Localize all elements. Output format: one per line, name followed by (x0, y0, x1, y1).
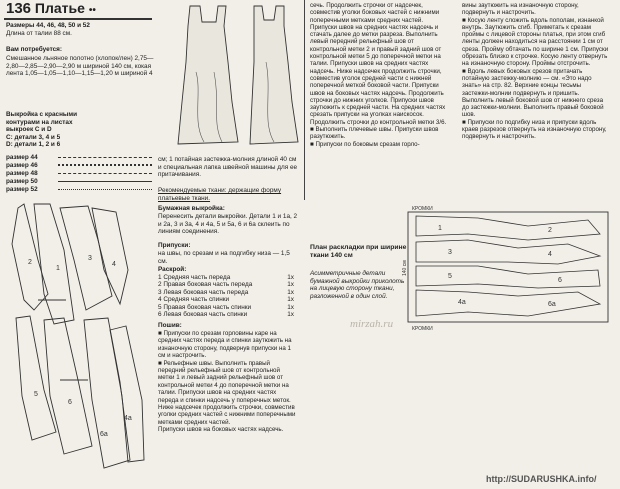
layout-plan-title: План раскладки при ширине ткани 140 см (310, 244, 407, 259)
materials-title: Вам потребуется: (6, 46, 63, 53)
size-52-label: размер 52 (6, 185, 38, 193)
pattern-note-line5: D: детали 1, 2 и 6 (6, 141, 61, 149)
dress-back (250, 6, 298, 144)
size-row-52 (6, 185, 152, 193)
watermark-center: mirzah.ru (350, 318, 394, 330)
title-dots: •• (88, 5, 96, 16)
allowances-text: на швы, по срезам и на подгибку низа — 1,5 см. (158, 250, 290, 265)
column3-text: сечь. Продолжить строчки от надсечек, совместив уголки боковых частей с нижними поперечными метками средних частей. Припуски швов на средних частях надсечь и стачать далее до метки разреза. Выполнить левый передний рельефный шов от контрольной метки 2 и правый задний шов от контрольной метки 5 до поперечной метки на талии. Припуски швов на средних частях надсечь. Ниже надсечек продолжить строчки, совместив уголок средней части с нижней поперечной меткой боковой части. Припуски швов на боковых частях надсечь. Продолжить строчки до нижних уголков. Припуски швов заутюжить к средней части. На средних частях срезать припуски на уголках наискосок. Продолжить строчки до контрольной метки 3/6. ■ Выполнить плечевые швы. Припуски швов разутюжить. ■ Припуски по боковым срезам горло- (310, 2, 447, 148)
pattern-pieces-drawing (4, 200, 154, 486)
piece-outline-3 (60, 206, 112, 310)
layout-piece-label-6: 6 (558, 277, 562, 284)
cutting-item: 3 Левая боковая часть переда 1x (158, 288, 294, 296)
size-46-label: размер 46 (6, 161, 38, 169)
size-48-label: размер 48 (6, 169, 38, 177)
watermark-bottom: http://SUDARUSHKA.info/ (486, 474, 597, 484)
cutting-item: 5 Правая боковая часть спинки 1x (158, 303, 294, 311)
size-row-50 (6, 177, 152, 185)
layout-plan-drawing (402, 204, 608, 334)
layout-piece-label-4: 4 (548, 251, 552, 258)
layout-piece-label-2: 2 (548, 227, 552, 234)
size-row-44 (6, 153, 152, 161)
sewing-text: ■ Припуски по срезам горловины каре на средних частях переда и спинки заутюжить на изнаночную сторону, подвернув припуски на 1 см и настрочить. ■ Рельефные швы. Выполнить правый передний рельефный шов от контрольной метки 1 и левый задний рельефный шов от контрольной метки 4 до поперечной метки на талии. Припуски швов на средних частях переда и спинки надсечь у поперечных меток. Ниже надсечек продолжить строчки, совместив уголки средних частей с нижними поперечными метками средних частей. Припуски швов на боковых частях надсечь. (158, 330, 296, 434)
page-title: Платье (34, 0, 85, 16)
piece-label-1: 1 (56, 265, 60, 272)
fabric-width-label: 140 см (402, 260, 408, 276)
cutting-item: 2 Правая боковая часть переда 1x (158, 281, 294, 289)
piece-label-6a: 6а (100, 431, 108, 438)
piece-label-6: 6 (68, 399, 72, 406)
piece-outline-6a (84, 318, 130, 468)
header-rule (4, 18, 152, 20)
size-legend (6, 153, 152, 193)
cutting-title: Раскрой: (158, 266, 187, 273)
pattern-note-line4: C: детали 3, 4 и 5 (6, 133, 61, 141)
paper-pattern-text: Перенесить детали выкройки. Детали 1 и 1а, 2 и 2а, 3 и 3а, 4 и 4а, 5 и 5а, 6 и 6а склеить по линиям соединения. (158, 213, 298, 236)
pattern-note-line2: контурами на листах (6, 118, 73, 126)
size-row-46 (6, 161, 152, 169)
length-label: Длина от талии 88 см. (6, 30, 72, 37)
size-44-label: размер 44 (6, 153, 38, 161)
piece-outline-4a (110, 326, 144, 462)
piece-outline-5 (16, 316, 56, 440)
cutting-item: 1 Средняя часть переда 1x (158, 274, 294, 281)
page-number: 136 (6, 0, 32, 17)
size-row-48 (6, 169, 152, 177)
size-50-label: размер 50 (6, 177, 38, 185)
piece-outline-1 (34, 204, 74, 324)
materials-text: Смешанное льняное полотно (хлопок/лен) 2,75—2,80—2,85—2,90—2,90 м шириной 140 см, кокая лента 1,05—1,05—1,10—1,15—1,20 м шириной 4 (6, 55, 154, 78)
column4-text: вины заутюжить на изнаночную сторону, подвернуть и настрочить. ■ Косую ленту сложить вдоль пополам, изнанкой внутрь. Заутюжить сгиб. Приметать к срезам проймы с лицевой стороны платья, при этом сгиб ленты должен находиться на расстоянии 1 см от среза. Пройму обтачать по ширине 1 см. Припуски обрезать близко к строчке. Косую ленту отвернуть на изнаночную сторону. Проймы отстрочить. ■ Вдоль левых боковых срезов притачать потайную застежку-молнию — см. «Это надо знать» на стр. 82. Верхние концы тесьмы застежки-молнии подвернуть и пришить. Выполнить левый боковой шов от нижнего среза до застежки-молнии. Выполнить правый боковой шов. ■ Припуски по подгибку низа и припуски вдоль краев разрезов отвернуть на изнаночную сторону, подвернуть и настрочить. (462, 2, 609, 141)
piece-outline-2 (12, 204, 48, 310)
dress-front (178, 6, 238, 144)
pattern-note-line1: Выкройка с красными (6, 111, 78, 118)
dress-illustration (162, 2, 302, 152)
selvage-bottom-label: КРОМКИ (412, 326, 433, 332)
sizes-label: Размеры 44, 46, 48, 50 и 52 (6, 22, 90, 29)
piece-label-4: 4 (112, 261, 116, 268)
selvage-top-label: КРОМКИ (412, 206, 433, 212)
cutting-item: 4 Средняя часть спинки 1x (158, 296, 294, 304)
cutting-item: 6 Левая боковая часть спинки 1x (158, 311, 294, 319)
layout-plan-note: Асимметричные детали бумажной выкройки приколоть на лицевую сторону ткани, разложенной в один слой. (310, 270, 405, 300)
layout-piece-label-5: 5 (448, 273, 452, 280)
piece-label-4a: 4а (124, 415, 132, 422)
middle-top-text: см; 1 потайная застежка-молния длиной 40 см и специальная лапка швейной машины для ее притачивания. (158, 156, 298, 179)
piece-label-5: 5 (34, 391, 38, 398)
page-header (6, 0, 96, 17)
layout-piece-label-3: 3 (448, 249, 452, 256)
sewing-title: Пошив: (158, 322, 182, 329)
allowances-title: Припуски: (158, 242, 191, 249)
column-divider (304, 0, 305, 200)
layout-piece-label-1: 1 (438, 225, 442, 232)
layout-piece-label-4a: 4а (458, 299, 466, 306)
pattern-note (6, 111, 156, 149)
pattern-note-line3: выкроек С и D (6, 126, 52, 134)
layout-piece-label-6a: 6а (548, 301, 556, 308)
piece-label-2: 2 (28, 259, 32, 266)
recommended-fabrics: Рекомендуемые ткани: держащие форму платьевые ткани. (158, 187, 282, 202)
paper-pattern-title: Бумажная выкройка: (158, 205, 225, 212)
cutting-list (158, 274, 294, 318)
piece-label-3: 3 (88, 255, 92, 262)
